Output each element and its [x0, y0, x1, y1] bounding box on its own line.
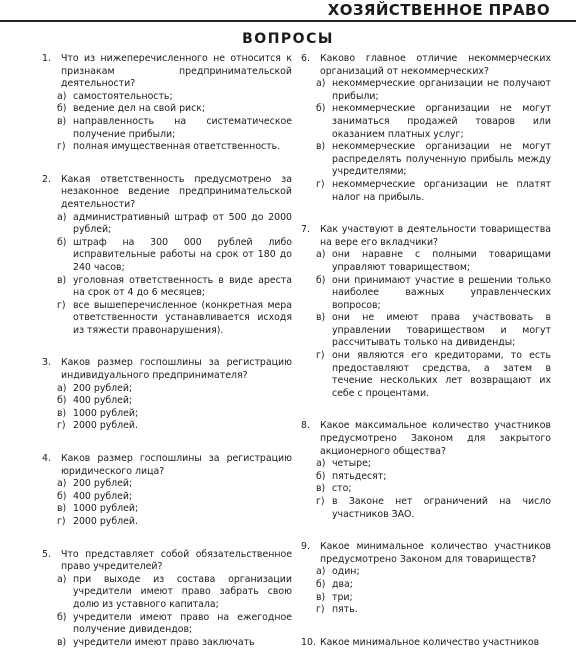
option-letter: в)	[57, 274, 67, 286]
option-text: они принимают участие в решении только наиболее важных управленческих вопросов;	[332, 274, 551, 311]
question-number: 3.	[42, 357, 51, 369]
question-text: Каков размер госпошлины за регистрацию юридического лица?	[61, 453, 292, 477]
question-header	[42, 357, 292, 382]
option-letter: б)	[57, 490, 67, 502]
question-block	[42, 174, 292, 338]
option-letter: а)	[57, 478, 67, 490]
option-letter: б)	[316, 274, 326, 286]
option-letter: а)	[316, 249, 326, 261]
question-block	[42, 53, 292, 154]
answer-option	[301, 275, 551, 313]
option-letter: в)	[316, 312, 326, 324]
answer-option	[301, 249, 551, 274]
option-text: некоммерческие организации не могут заниматься продажей товаров или оказанием платных услуг;	[332, 103, 551, 140]
answer-option	[42, 612, 292, 637]
option-letter: г)	[316, 350, 325, 362]
answer-option	[301, 103, 551, 141]
question-block	[301, 53, 551, 204]
option-text: 400 рублей;	[73, 490, 133, 502]
question-number: 8.	[301, 420, 310, 432]
option-text: сто;	[332, 483, 352, 495]
answer-option	[42, 408, 292, 421]
question-number: 4.	[42, 453, 51, 465]
answer-option	[42, 103, 292, 116]
answer-option	[42, 395, 292, 408]
question-header	[301, 53, 551, 78]
answer-option	[301, 350, 551, 400]
option-text: некоммерческие организации не могут распределять полученную прибыль между учредителями;	[332, 141, 551, 178]
option-letter: а)	[57, 211, 67, 223]
answer-option	[42, 91, 292, 104]
question-number: 1.	[42, 53, 51, 64]
answer-option	[301, 579, 551, 592]
option-letter: б)	[316, 103, 326, 115]
header-title: ХОЗЯЙСТВЕННОЕ ПРАВО	[327, 1, 550, 19]
option-text: два;	[332, 578, 353, 590]
question-header	[301, 541, 551, 566]
option-letter: г)	[316, 178, 325, 190]
question-header	[42, 549, 292, 574]
question-header	[301, 420, 551, 458]
option-letter: б)	[316, 470, 326, 482]
option-text: учредители имеют право на ежегодное получение дивидендов;	[73, 611, 292, 636]
question-text: Какое минимальное количество участников предусмотрено Законом для товариществ?	[320, 541, 551, 565]
option-text: в Законе нет ограничений на число участников ЗАО.	[332, 496, 551, 520]
answer-option	[301, 566, 551, 579]
page-header	[0, 0, 576, 22]
answer-option	[301, 604, 551, 617]
question-header	[301, 637, 551, 650]
left-column	[42, 53, 292, 669]
option-letter: а)	[57, 90, 67, 102]
question-text: Что представляет собой обязательственное право учредителей?	[61, 548, 292, 573]
question-block	[301, 224, 551, 400]
section-title: ВОПРОСЫ	[242, 31, 334, 47]
answer-option	[301, 179, 551, 204]
option-text: уголовная ответственность в виде ареста на срок от 4 до 6 месяцев;	[73, 274, 292, 299]
option-text: пять.	[332, 604, 358, 616]
answer-option	[42, 478, 292, 491]
option-text: они являются его кредиторами, то есть предоставляют средства, а затем в течение нескольких лет возвращают их себе с процентами.	[332, 350, 551, 399]
answer-option	[301, 312, 551, 350]
answer-option	[301, 471, 551, 484]
option-letter: б)	[57, 236, 67, 248]
option-letter: а)	[316, 78, 326, 90]
option-letter: б)	[316, 578, 326, 590]
option-letter: в)	[57, 407, 67, 419]
answer-option	[42, 383, 292, 396]
answer-option	[42, 237, 292, 275]
option-text: некоммерческие организации не получают прибыли;	[332, 78, 551, 102]
option-text: 1000 рублей;	[73, 503, 139, 515]
option-letter: а)	[57, 382, 67, 394]
option-text: направленность на систематическое получение прибыли;	[73, 115, 292, 140]
question-text: Как участвуют в деятельности товарищества на вере его вкладчики?	[320, 224, 551, 248]
answer-option	[42, 212, 292, 237]
option-letter: г)	[57, 516, 66, 527]
question-number: 6.	[301, 53, 310, 64]
option-text: три;	[332, 591, 353, 603]
answer-option	[42, 491, 292, 504]
option-letter: в)	[57, 503, 67, 515]
option-text: административный штраф от 500 до 2000 рублей;	[73, 211, 292, 236]
question-number: 5.	[42, 548, 51, 560]
answer-option	[301, 141, 551, 179]
question-header	[42, 174, 292, 212]
option-letter: в)	[316, 141, 326, 153]
option-text: 2000 рублей.	[73, 516, 138, 527]
question-text: Каково главное отличие некоммерческих организаций от некоммерческих?	[320, 53, 551, 77]
option-letter: г)	[57, 299, 66, 311]
option-text: один;	[332, 566, 360, 578]
question-block	[301, 541, 551, 617]
answer-option	[42, 574, 292, 612]
option-letter: г)	[57, 420, 66, 432]
option-text: штраф на 300 000 рублей либо исправительные работы на срок от 180 до 240 часов;	[73, 236, 292, 273]
answer-option	[301, 592, 551, 605]
answer-option	[42, 516, 292, 529]
option-text: 200 рублей;	[73, 478, 133, 490]
question-block	[301, 637, 551, 650]
question-number: 10.	[301, 636, 316, 648]
answer-option	[301, 458, 551, 471]
right-column	[301, 53, 551, 669]
answer-option	[42, 637, 292, 650]
question-block	[42, 453, 292, 529]
option-letter: в)	[57, 115, 67, 127]
option-letter: б)	[57, 611, 67, 623]
question-text: Какое минимальное количество участников	[320, 636, 540, 648]
option-text: 400 рублей;	[73, 395, 133, 407]
option-text: 1000 рублей;	[73, 407, 139, 419]
option-text: учредители имеют право заключать	[73, 636, 255, 648]
option-text: полная имущественная ответственность.	[73, 141, 281, 153]
option-text: ведение дел на свой риск;	[73, 103, 206, 115]
answer-option	[42, 300, 292, 338]
option-letter: в)	[316, 591, 326, 603]
answer-option	[301, 78, 551, 103]
answer-option	[301, 496, 551, 521]
answer-option	[42, 116, 292, 141]
answer-option	[42, 420, 292, 433]
option-text: 2000 рублей.	[73, 420, 138, 432]
question-number: 2.	[42, 173, 51, 185]
answer-option	[301, 483, 551, 496]
question-number: 7.	[301, 224, 310, 236]
option-letter: а)	[316, 566, 326, 578]
question-number: 9.	[301, 541, 310, 553]
question-header	[42, 53, 292, 91]
question-text: Что из нижеперечисленного не относится к признакам предпринимательской деятельности?	[61, 53, 292, 90]
answer-option	[42, 503, 292, 516]
question-block	[42, 549, 292, 650]
option-text: все вышеперечисленное (конкретная мера ответственности устанавливается исходя из тяжести правонарушения).	[73, 299, 292, 336]
option-letter: г)	[316, 496, 325, 507]
question-header	[301, 224, 551, 249]
question-text: Какое максимальное количество участников предусмотрено Законом для закрытого акционерного общества?	[320, 420, 551, 457]
question-text: Каков размер госпошлины за регистрацию индивидуального предпринимателя?	[61, 357, 292, 382]
option-letter: а)	[57, 573, 67, 585]
option-letter: в)	[57, 636, 67, 648]
question-text: Какая ответственность предусмотрено за незаконное ведение предпринимательской деятельности?	[61, 173, 292, 210]
option-text: четыре;	[332, 458, 372, 470]
answer-option	[42, 275, 292, 300]
option-letter: а)	[316, 458, 326, 470]
option-letter: в)	[316, 483, 326, 495]
option-text: 200 рублей;	[73, 382, 133, 394]
option-text: при выходе из состава организации учредители имеют право забрать свою долю из уставного капитала;	[73, 573, 292, 610]
option-text: самостоятельность;	[73, 90, 173, 102]
option-text: они наравне с полными товарищами управляют товариществом;	[332, 249, 551, 273]
option-letter: г)	[57, 141, 66, 153]
question-header	[42, 453, 292, 478]
option-text: пятьдесят;	[332, 470, 387, 482]
answer-option	[42, 141, 292, 154]
option-letter: б)	[57, 103, 67, 115]
option-text: они не имеют права участвовать в управлении товариществом и могут рассчитывать только на дивиденды;	[332, 312, 551, 349]
option-letter: б)	[57, 395, 67, 407]
question-block	[42, 357, 292, 433]
option-letter: г)	[316, 604, 325, 616]
question-block	[301, 420, 551, 521]
option-text: некоммерческие организации не платят налог на прибыль.	[332, 178, 551, 203]
